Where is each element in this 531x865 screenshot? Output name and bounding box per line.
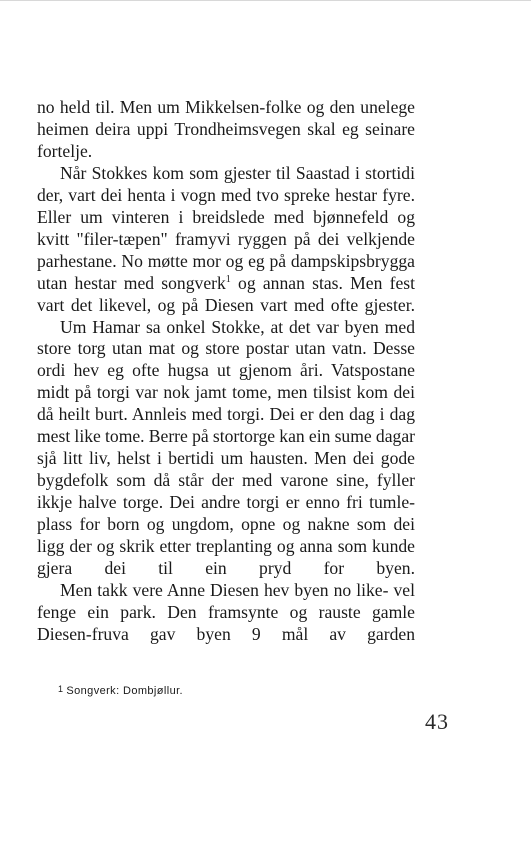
page-top-edge xyxy=(0,0,531,1)
line: stortidi der, vart dei henta i vogn med tvo spreke xyxy=(37,162,415,205)
line: som då står der med varone sine, fyller ikkje xyxy=(37,470,415,513)
line: på dei velkjende parhestane. No møtte mor og eg xyxy=(37,228,415,271)
page-number: 43 xyxy=(425,709,449,734)
line: no held til. Men um Mikkelsen-folke og den xyxy=(37,97,355,117)
line: og annan stas. Men fest vart det likevel, og på xyxy=(37,272,415,315)
line: Vatspostane midt på torgi var nok jamt tome, xyxy=(37,360,415,403)
line: gamle Diesen-fruva gav byen 9 mål av garden xyxy=(37,601,415,644)
line: Um Hamar sa onkel Stokke, at det var byen xyxy=(60,316,379,337)
line: vatn. Desse ordi hev eg ofte hugsa ut gjenom åri. xyxy=(37,338,415,381)
line: eg seinare fortelje. xyxy=(37,118,415,161)
line: i bertidi um hausten. Men dei gode bygdefolk xyxy=(37,448,415,491)
line: bjønnefeld og kvitt "filer-tæpen" framyvi ryggen xyxy=(37,206,415,249)
line: Men takk vere Anne Diesen hev byen no like- xyxy=(60,579,389,600)
line: på stortorge kan ein sume dagar sjå litt liv, helst xyxy=(37,426,415,469)
line: unelege heimen deira uppi Trondheimsvegen skal xyxy=(37,97,415,139)
body-text xyxy=(37,97,415,646)
paragraph-4 xyxy=(37,580,415,646)
line: på dampskipsbrygga utan hestar med songverk xyxy=(37,250,415,293)
paragraph-3 xyxy=(37,317,415,580)
line: dei ligg der og skrik etter treplanting og anna xyxy=(37,514,415,557)
line: halve torge. Dei andre torgi er enno fri tumle- xyxy=(78,492,415,513)
line: vel fenge ein park. Den framsynte og rauste xyxy=(37,579,415,622)
line: Når Stokkes kom som gjester til Saastad i xyxy=(60,162,360,183)
line: med store torg utan mat og store postar utan xyxy=(37,316,415,359)
line: torgi. Dei er den dag i dag mest like tome. Berre xyxy=(37,404,415,447)
paragraph-1 xyxy=(37,97,415,163)
paragraph-2 xyxy=(37,163,415,317)
line: Diesen vart med ofte gjester. xyxy=(204,294,415,315)
footnote-reference: 1 xyxy=(225,273,231,285)
line: som kunde gjera dei til ein pryd for byen. xyxy=(37,536,415,579)
line: men tilsist kom dei då heilt burt. Annleis med xyxy=(37,382,415,425)
footnote xyxy=(58,682,183,698)
footnote-text: Songverk: Dombjøllur. xyxy=(66,685,184,697)
line: hestar fyre. Eller um vinteren i breidslede med xyxy=(37,184,415,227)
line: plass for born og ungdom, opne og nakne som xyxy=(37,514,387,535)
footnote-marker: 1 xyxy=(58,684,64,694)
